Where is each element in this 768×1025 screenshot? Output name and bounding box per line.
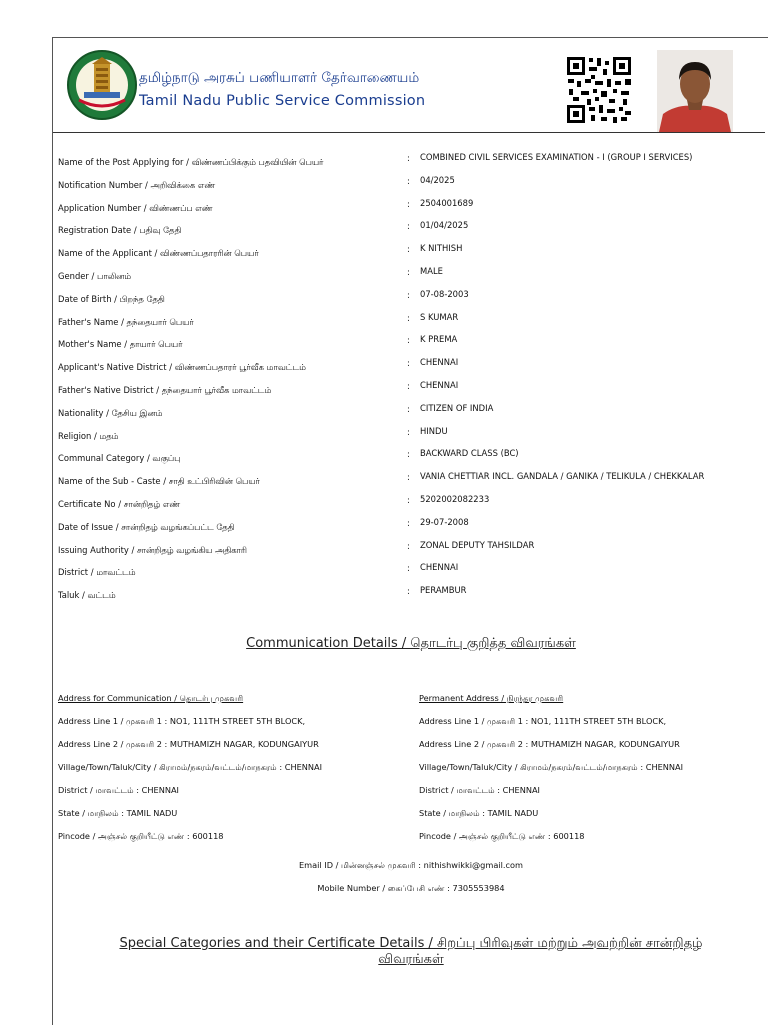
- detail-separator: :: [407, 517, 410, 528]
- detail-row: [58, 219, 768, 242]
- detail-label: Taluk / வட்டம்: [58, 590, 116, 601]
- detail-label: Nationality / தேசிய இனம்: [58, 407, 163, 418]
- detail-label: Father's Native District / தந்தையார் பூர்வீக மாவட்டம்: [58, 384, 272, 395]
- detail-separator: :: [407, 289, 410, 300]
- detail-value: MALE: [420, 265, 443, 276]
- detail-label: Issuing Authority / சான்றிதழ் வழங்கிய அதிகாரி: [58, 544, 247, 555]
- detail-value: ZONAL DEPUTY TAHSILDAR: [420, 539, 535, 550]
- detail-value: PERAMBUR: [420, 585, 467, 596]
- detail-row: [58, 447, 768, 470]
- detail-label: Name of the Post Applying for / விண்ணப்பிக்கும் பதவியின் பெயர்: [58, 157, 324, 167]
- detail-label: Date of Birth / பிறந்த தேதி: [58, 293, 165, 304]
- detail-separator: :: [407, 586, 410, 597]
- detail-row: [58, 288, 768, 311]
- detail-label: Certificate No / சான்றிதழ் எண்: [58, 498, 181, 509]
- detail-separator: :: [407, 540, 410, 551]
- comm-address-village: Village/Town/Taluk/City / கிராமம்/நகரம்/வட்டம்/மாநகரம் : CHENNAI: [58, 762, 323, 772]
- comm-address-line2: Address Line 2 / முகவரி 2 : MUTHAMIZH NAGAR, KODUNGAIYUR: [58, 739, 319, 749]
- perm-address-district: District / மாவட்டம் : CHENNAI: [419, 785, 540, 795]
- detail-value: HINDU: [420, 425, 448, 436]
- detail-label: Registration Date / பதிவு தேதி: [58, 225, 182, 236]
- detail-separator: :: [407, 175, 410, 186]
- detail-value: 01/04/2025: [420, 220, 469, 231]
- applicant-details: [58, 151, 768, 607]
- detail-value: 29-07-2008: [420, 516, 469, 527]
- detail-value: K NITHISH: [420, 243, 463, 254]
- detail-label: Father's Name / தந்தையார் பெயர்: [58, 316, 194, 327]
- detail-label: Date of Issue / சான்றிதழ் வழங்கப்பட்ட தேதி: [58, 521, 235, 532]
- detail-value: CHENNAI: [420, 357, 459, 368]
- detail-row: [58, 402, 768, 425]
- detail-label: Name of the Applicant / விண்ணப்பதாரரின் பெயர்: [58, 248, 259, 259]
- communication-address: [58, 693, 322, 854]
- special-title-line2: விவரங்கள்: [378, 952, 444, 967]
- perm-address-state: State / மாநிலம் : TAMIL NADU: [419, 808, 539, 818]
- detail-separator: :: [407, 494, 410, 505]
- qr-code-icon: [565, 55, 633, 125]
- detail-value: CHENNAI: [420, 379, 459, 390]
- detail-value: K PREMA: [420, 334, 458, 345]
- application-sheet: [52, 37, 768, 1025]
- detail-row: [58, 311, 768, 334]
- detail-label: Name of the Sub - Caste / சாதி உட்பிரிவின் பெயர்: [58, 476, 260, 487]
- detail-label: Religion / மதம்: [58, 430, 119, 441]
- applicant-photo: [657, 50, 733, 132]
- detail-separator: :: [407, 449, 410, 460]
- detail-value: 04/2025: [420, 174, 455, 185]
- detail-separator: :: [407, 266, 410, 277]
- detail-separator: :: [407, 563, 410, 574]
- detail-separator: :: [407, 221, 410, 232]
- perm-address-pincode: Pincode / அஞ்சல் குறியீட்டு எண் : 600118: [419, 831, 585, 841]
- detail-separator: :: [407, 472, 410, 483]
- detail-separator: :: [407, 358, 410, 369]
- detail-label: Communal Category / வகுப்பு: [58, 453, 181, 464]
- detail-row: [58, 356, 768, 379]
- detail-label: Notification Number / அறிவிக்கை எண்: [58, 179, 216, 190]
- detail-value: VANIA CHETTIAR INCL. GANDALA / GANIKA / TELIKULA / CHEKKALAR: [420, 471, 705, 482]
- detail-value: CITIZEN OF INDIA: [420, 402, 494, 413]
- detail-row: [58, 265, 768, 288]
- comm-address-state: State / மாநிலம் : TAMIL NADU: [58, 808, 178, 818]
- detail-separator: :: [407, 198, 410, 209]
- detail-row: [58, 584, 768, 607]
- detail-row: [58, 561, 768, 584]
- page-header: [53, 38, 765, 133]
- detail-value: CHENNAI: [420, 562, 459, 573]
- detail-value: BACKWARD CLASS (BC): [420, 448, 519, 459]
- special-title-line1: Special Categories and their Certificate Details / சிறப்பு பிரிவுகள் மற்றும் அவற்றின் சான்றிதழ்: [119, 936, 703, 951]
- detail-separator: :: [407, 335, 410, 346]
- detail-label: District / மாவட்டம்: [58, 567, 136, 578]
- detail-value: 5202002082233: [420, 493, 490, 504]
- detail-value: 07-08-2003: [420, 288, 469, 299]
- permanent-address-heading: Permanent Address / நிரந்தர முகவரி: [419, 693, 564, 703]
- detail-label: Application Number / விண்ணப்ப எண்: [58, 202, 213, 213]
- detail-separator: :: [407, 426, 410, 437]
- detail-separator: :: [407, 153, 410, 163]
- detail-row: [58, 333, 768, 356]
- detail-row: [58, 425, 768, 448]
- detail-label: Mother's Name / தாயார் பெயர்: [58, 339, 183, 350]
- detail-separator: :: [407, 312, 410, 323]
- detail-row: [58, 379, 768, 402]
- communication-section-title: Communication Details / தொடர்பு குறித்த விவரங்கள்: [246, 636, 576, 651]
- org-name-english: Tamil Nadu Public Service Commission: [139, 93, 426, 109]
- detail-separator: :: [407, 380, 410, 391]
- detail-label: Applicant's Native District / விண்ணப்பதாரர் பூர்வீக மாவட்டம்: [58, 362, 306, 373]
- permanent-address: [419, 693, 683, 854]
- detail-row: [58, 174, 768, 197]
- detail-label: Gender / பாலினம்: [58, 270, 132, 281]
- detail-value: 2504001689: [420, 197, 474, 208]
- comm-address-line1: Address Line 1 / முகவரி 1 : NO1, 111TH STREET 5TH BLOCK,: [58, 716, 306, 726]
- perm-address-line2: Address Line 2 / முகவரி 2 : MUTHAMIZH NAGAR, KODUNGAIYUR: [419, 739, 680, 749]
- perm-address-village: Village/Town/Taluk/City / கிராமம்/நகரம்/வட்டம்/மாநகரம் : CHENNAI: [419, 762, 684, 772]
- detail-row: [58, 151, 768, 174]
- comm-address-district: District / மாவட்டம் : CHENNAI: [58, 785, 179, 795]
- detail-separator: :: [407, 403, 410, 414]
- tn-emblem-icon: [65, 48, 139, 122]
- detail-row: [58, 539, 768, 562]
- detail-row: [58, 493, 768, 516]
- communication-address-heading: Address for Communication / தொடர்பு முகவரி: [58, 693, 244, 703]
- detail-separator: :: [407, 244, 410, 255]
- detail-row: [58, 470, 768, 493]
- detail-value: COMBINED CIVIL SERVICES EXAMINATION - I (GROUP I SERVICES): [420, 152, 693, 162]
- detail-row: [58, 516, 768, 539]
- email-id: Email ID / மின்னஞ்சல் முகவரி : nithishwikki@gmail.com: [298, 860, 524, 870]
- detail-row: [58, 242, 768, 265]
- detail-row: [58, 197, 768, 220]
- perm-address-line1: Address Line 1 / முகவரி 1 : NO1, 111TH STREET 5TH BLOCK,: [419, 716, 667, 726]
- detail-value: S KUMAR: [420, 311, 459, 322]
- special-categories-title: [53, 936, 768, 968]
- org-name-tamil: தமிழ்நாடு அரசுப் பணியாளர் தேர்வாணையம்: [139, 70, 420, 86]
- mobile-number: Mobile Number / கைப்பேசி எண் : 7305553984: [317, 883, 505, 893]
- comm-address-pincode: Pincode / அஞ்சல் குறியீட்டு எண் : 600118: [58, 831, 224, 841]
